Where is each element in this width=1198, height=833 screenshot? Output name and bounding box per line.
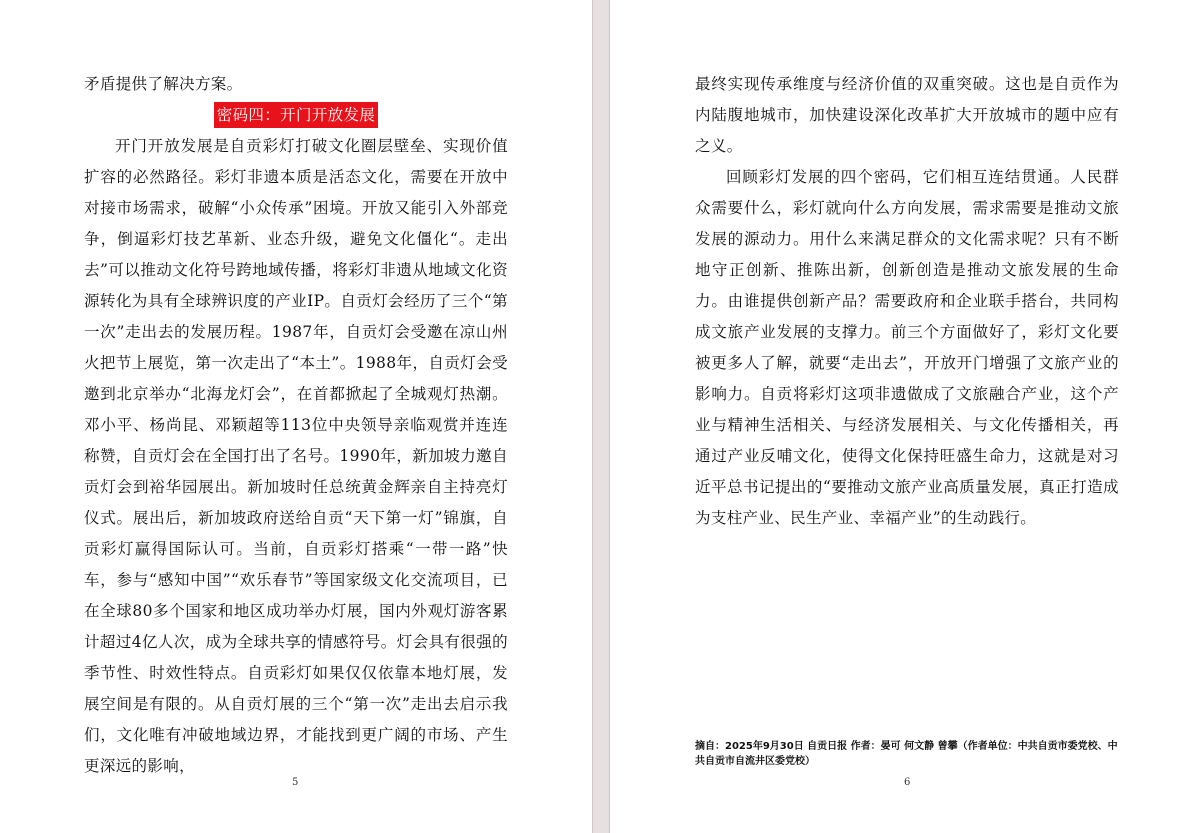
right-page	[610, 0, 1198, 833]
right-text-column	[695, 69, 1119, 534]
paragraph-continuation-right: 最终实现传承维度与经济价值的双重突破。这也是自贡作为内陆腹地城市，加快建设深化改革扩大开放城市的题中应有之义。	[695, 75, 1119, 155]
left-text-column	[84, 69, 508, 782]
source-footnote: 摘自：2025年9月30日 自贡日报 作者：晏可 何文静 曾攀（作者单位：中共自贡市委党校、中共自贡市自流井区委党校）	[695, 741, 1118, 767]
page-number-right: 6	[904, 777, 911, 788]
section-heading: 密码四：开门开放发展	[214, 102, 379, 128]
paragraph-review: 回顾彩灯发展的四个密码，它们相互连结贯通。人民群众需要什么，彩灯就向什么方向发展，需求需要是推动文旅发展的源动力。用什么来满足群众的文化需求呢？只有不断地守正创新、推陈出新，创新创造是推动文旅发展的生命力。由谁提供创新产品？需要政府和企业联手搭台，共同构成文旅产业发展的支撑力。前三个方面做好了，彩灯文化要被更多人了解，就要“走出去”，开放开门增强了文旅产业的影响力。自贡将彩灯这项非遗做成了文旅融合产业，这个产业与精神生活相关、与经济发展相关、与文化传播相关，再通过产业反哺文化，使得文化保持旺盛生命力，这就是对习近平总书记提出的“要推动文旅产业高质量发展，真正打造成为支柱产业、民生产业、幸福产业”的生动践行。	[695, 168, 1119, 527]
section-heading-wrap	[84, 100, 508, 131]
paragraph-open-development: 开门开放发展是自贡彩灯打破文化圈层壁垒、实现价值扩容的必然路径。彩灯非遗本质是活态文化，需要在开放中对接市场需求，破解“小众传承”困境。开放又能引入外部竞争，倒逼彩灯技艺革新、业态升级，避免文化僵化“。走出去”可以推动文化符号跨地域传播，将彩灯非遗从地域文化资源转化为具有全球辨识度的产业IP。自贡灯会经历了三个“第一次”走出去的发展历程。1987年，自贡灯会受邀在凉山州火把节上展览，第一次走出了“本土”。1988年，自贡灯会受邀到北京举办“北海龙灯会”，在首都掀起了全城观灯热潮。邓小平、杨尚昆、邓颖超等113位中央领导亲临观赏并连连称赞，自贡灯会在全国打出了名号。1990年，新加坡力邀自贡灯会到裕华园展出。新加坡时任总统黄金辉亲自主持亮灯仪式。展出后，新加坡政府送给自贡“天下第一灯”锦旗，自贡彩灯赢得国际认可。当前，自贡彩灯搭乘“一带一路”快车，参与“感知中国”“欢乐春节”等国家级文化交流项目，已在全球80多个国家和地区成功举办灯展，国内外观灯游客累计超过4亿人次，成为全球共享的情感符号。灯会具有很强的季节性、时效性特点。自贡彩灯如果仅仅依靠本地灯展，发展空间是有限的。从自贡灯展的三个“第一次”走出去启示我们，文化唯有冲破地域边界，才能找到更广阔的市场、产生更深远的影响，	[84, 137, 508, 775]
left-page	[0, 0, 592, 833]
page-number-left: 5	[292, 777, 299, 788]
page-gutter	[592, 0, 610, 833]
paragraph-continuation: 矛盾提供了解决方案。	[84, 75, 243, 93]
